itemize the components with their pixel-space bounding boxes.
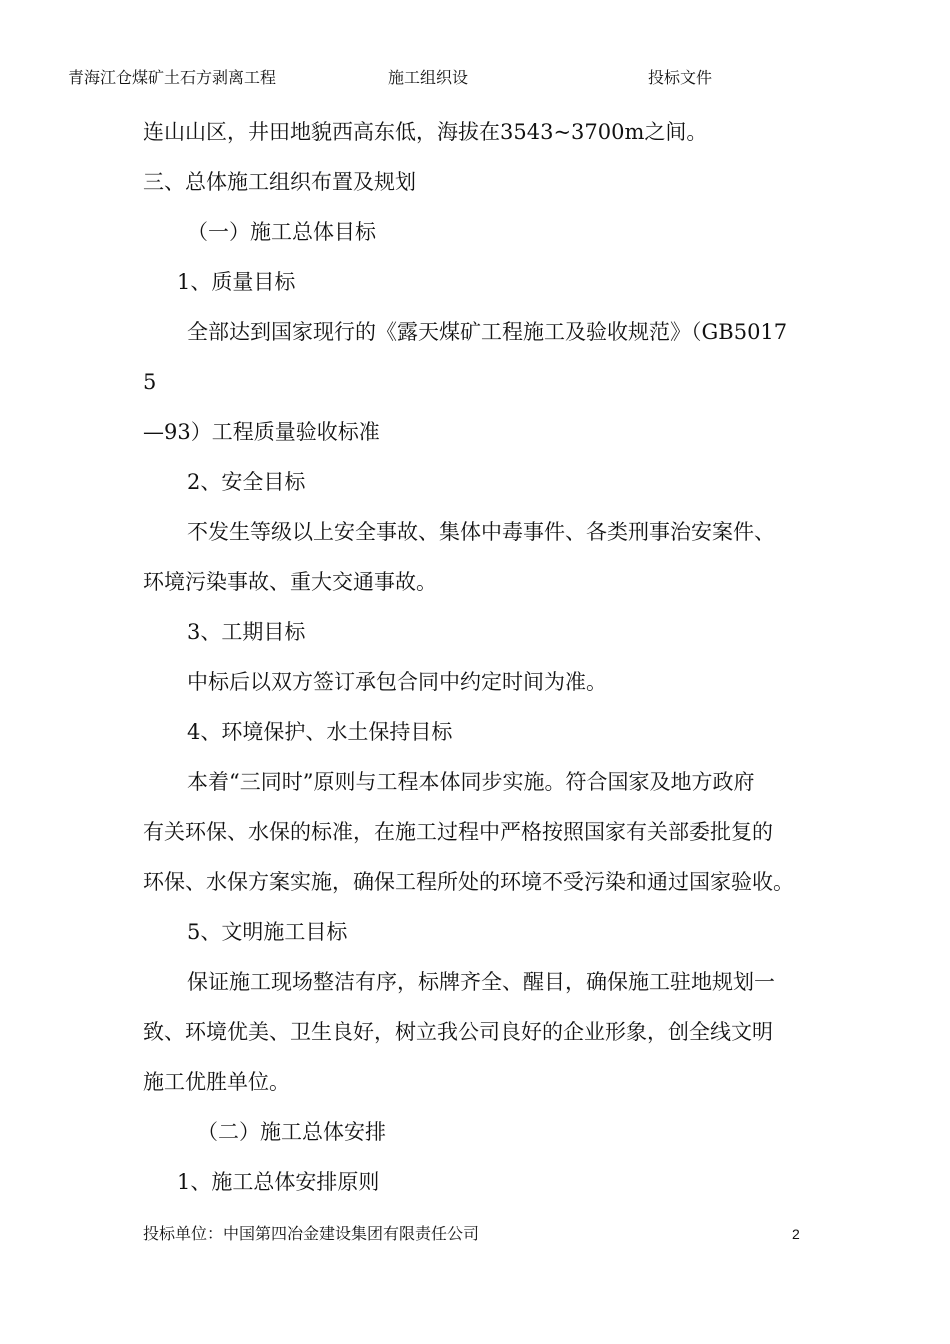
- page-footer: [0, 1222, 950, 1246]
- paragraph-line: 不发生等级以上安全事故、集体中毒事件、各类刑事治安案件、: [187, 520, 775, 544]
- paragraph-line: 本着“三同时”原则与工程本体同步实施。符合国家及地方政府: [187, 770, 755, 794]
- paragraph-line: 环保、水保方案实施，确保工程所处的环境不受污染和通过国家验收。: [143, 870, 794, 894]
- header-project-title: 青海江仓煤矿土石方剥离工程: [68, 68, 277, 87]
- page-header: [0, 66, 950, 90]
- document-body: [143, 107, 833, 1207]
- page-number: 2: [792, 1226, 800, 1242]
- subsection-heading: （二）施工总体安排: [197, 1120, 386, 1144]
- item-heading: 2、安全目标: [187, 470, 306, 494]
- paragraph-line: 连山山区，井田地貌西高东低，海拔在3543~3700m之间。: [143, 120, 708, 144]
- paragraph-line: 5: [143, 370, 157, 394]
- item-heading: 3、工期目标: [187, 620, 306, 644]
- item-heading: 1、质量目标: [177, 270, 296, 294]
- item-heading: 5、文明施工目标: [187, 920, 348, 944]
- footer-bidder: 投标单位：中国第四冶金建设集团有限责任公司: [143, 1224, 480, 1243]
- paragraph-line: 中标后以双方签订承包合同中约定时间为准。: [187, 670, 607, 694]
- paragraph-line: 有关环保、水保的标准，在施工过程中严格按照国家有关部委批复的: [143, 820, 773, 844]
- item-heading: 1、施工总体安排原则: [177, 1170, 380, 1194]
- header-doc-type: 投标文件: [648, 68, 713, 87]
- paragraph-line: —93）工程质量验收标准: [143, 420, 380, 444]
- header-section-title: 施工组织设: [388, 68, 469, 87]
- section-heading: 三、总体施工组织布置及规划: [143, 170, 416, 194]
- paragraph-line: 保证施工现场整洁有序，标牌齐全、醒目，确保施工驻地规划一: [187, 970, 775, 994]
- paragraph-line: 施工优胜单位。: [143, 1070, 290, 1094]
- item-heading: 4、环境保护、水土保持目标: [187, 720, 453, 744]
- paragraph-line: 环境污染事故、重大交通事故。: [143, 570, 437, 594]
- subsection-heading: （一）施工总体目标: [187, 220, 376, 244]
- paragraph-line: 致、环境优美、卫生良好，树立我公司良好的企业形象，创全线文明: [143, 1020, 773, 1044]
- paragraph-line: 全部达到国家现行的《露天煤矿工程施工及验收规范》（GB5017: [187, 320, 788, 344]
